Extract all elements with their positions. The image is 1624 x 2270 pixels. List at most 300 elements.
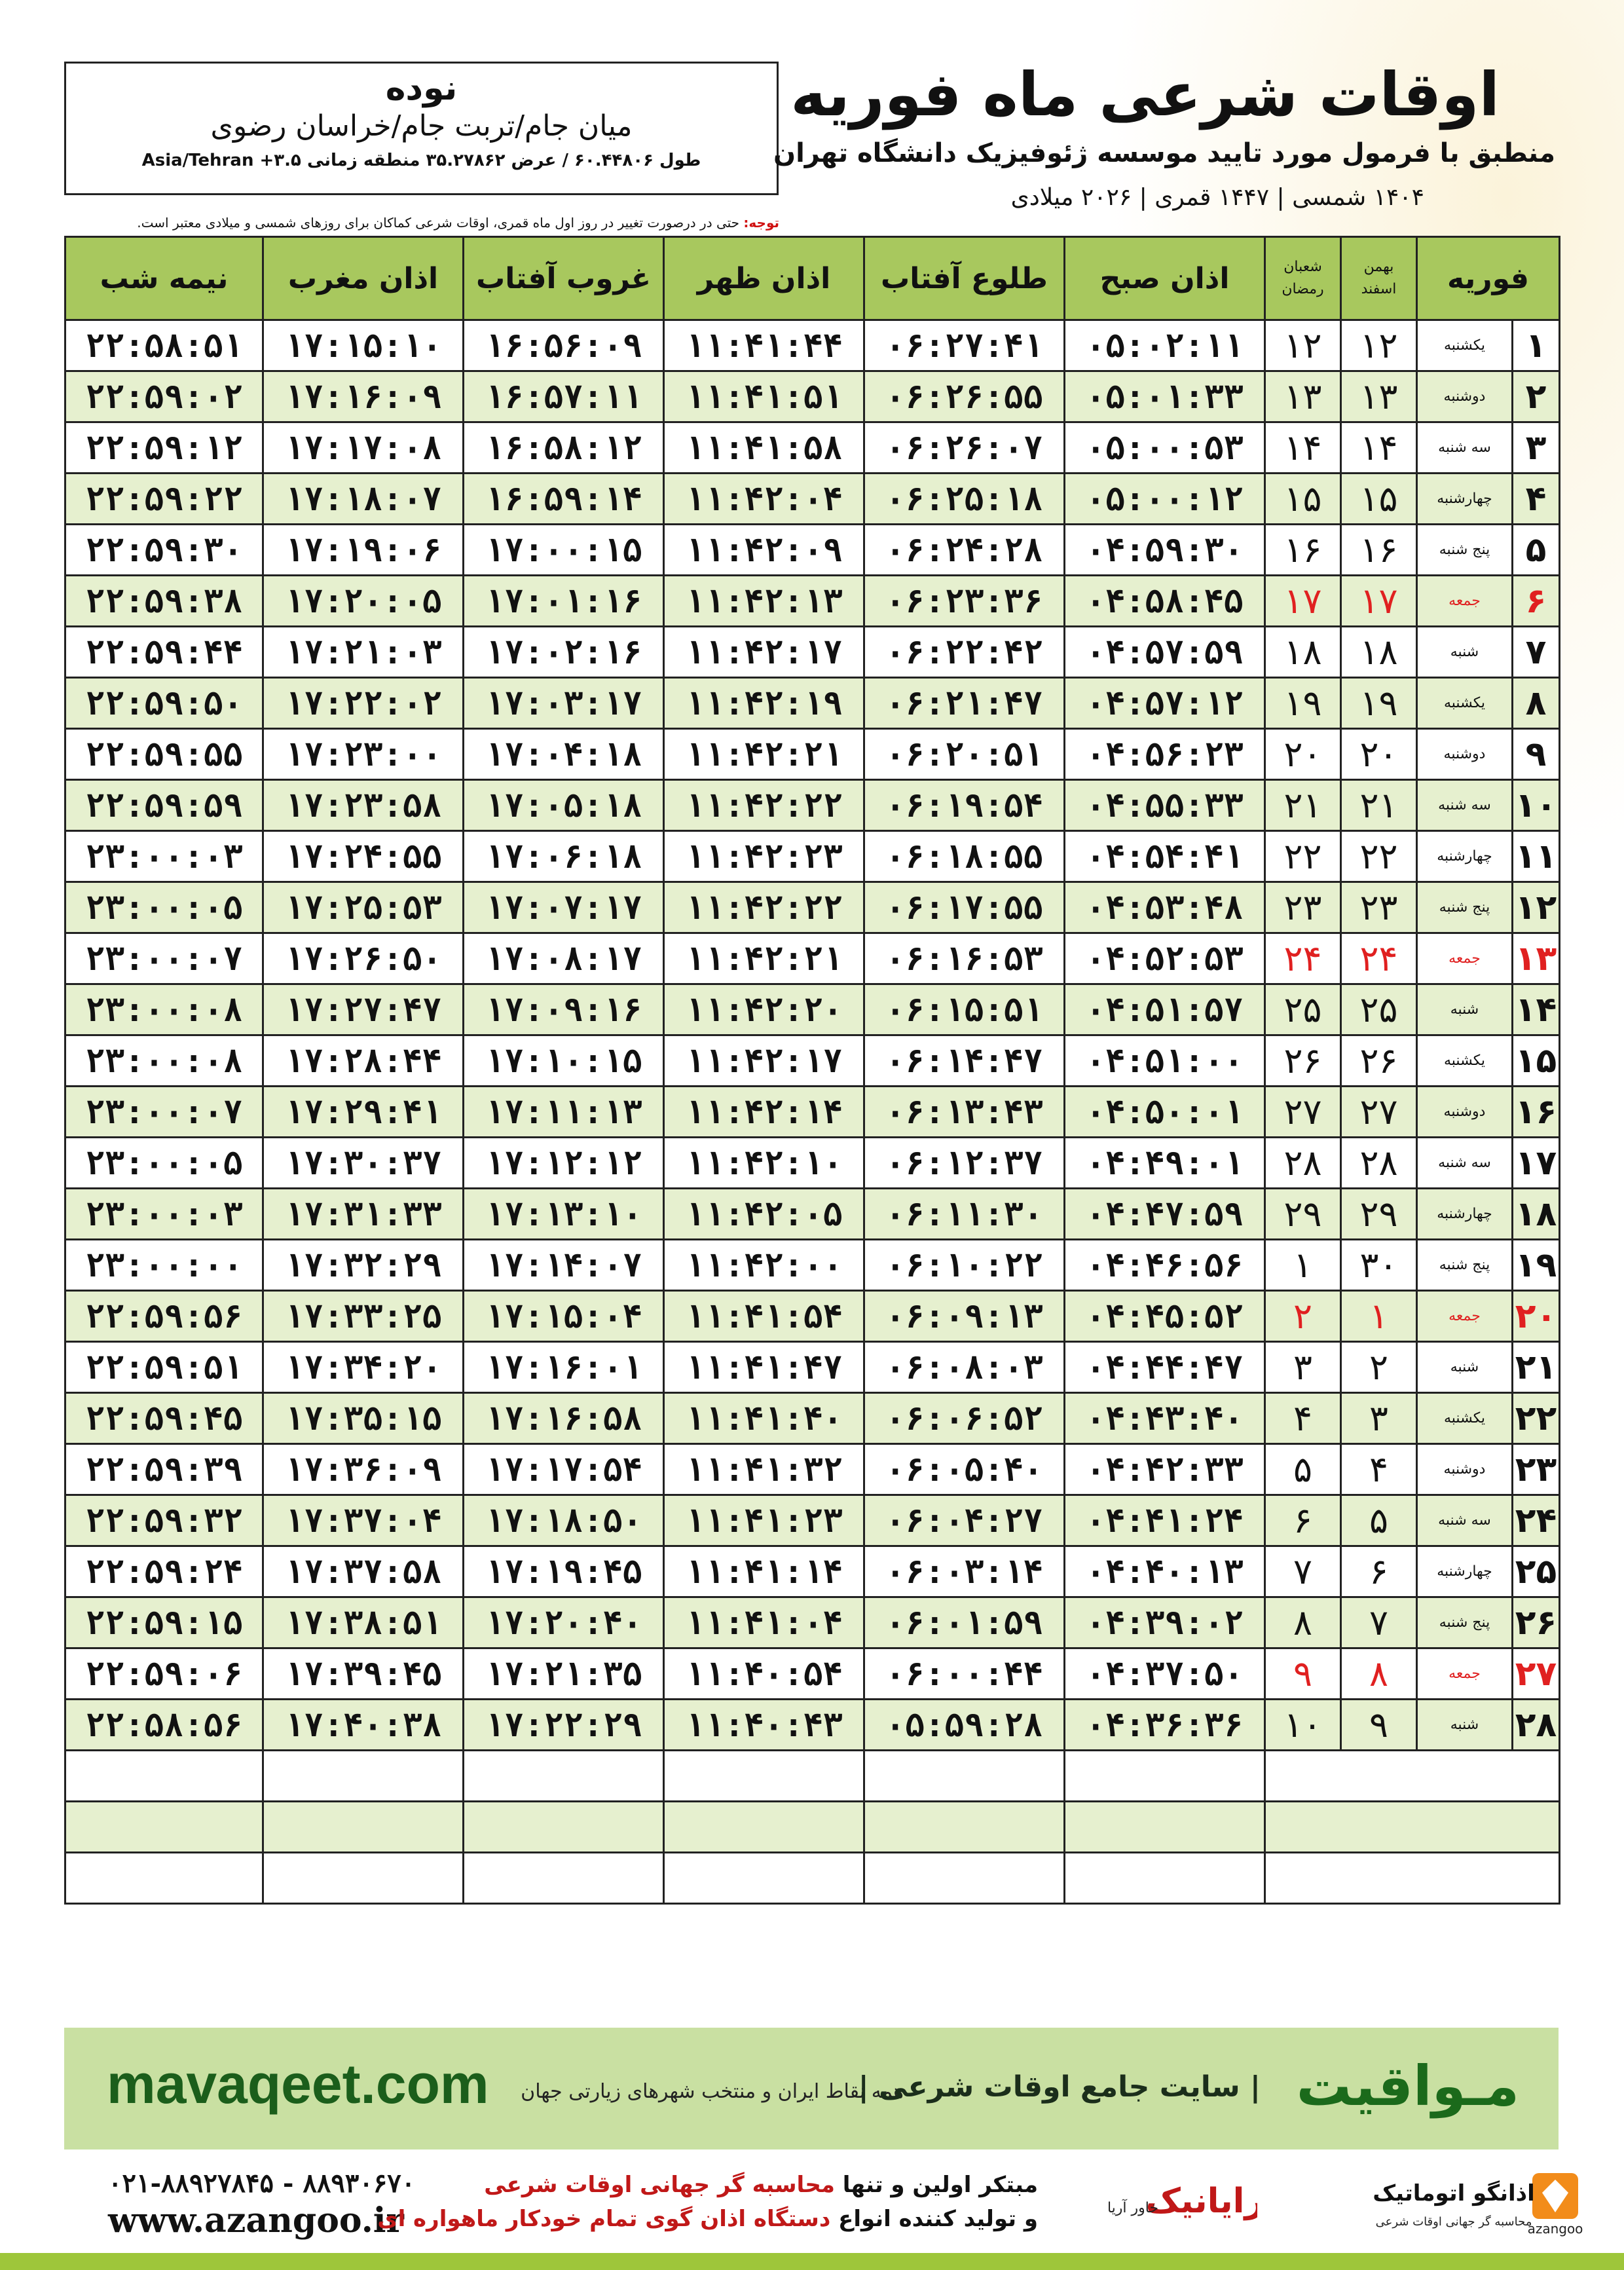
page-title: اوقات شرعی ماه فوریه	[790, 60, 1500, 130]
sunrise-time: ۰۶:۰۳:۱۴	[864, 1546, 1065, 1597]
dhuhr-time: ۱۱:۴۲:۱۹	[664, 678, 864, 729]
empty-cell	[65, 1751, 263, 1802]
banner-site-url[interactable]: mavaqeet.com	[107, 2053, 489, 2115]
maghrib-time: ۱۷:۲۳:۰۰	[263, 729, 464, 780]
maghrib-time: ۱۷:۳۳:۲۵	[263, 1291, 464, 1342]
sunrise-time: ۰۶:۲۴:۲۸	[864, 525, 1065, 576]
weekday: سه شنبه	[1417, 1495, 1513, 1546]
sunset-time: ۱۶:۵۶:۰۹	[464, 320, 664, 371]
maghrib-time: ۱۷:۳۰:۳۷	[263, 1138, 464, 1189]
weekday: سه شنبه	[1417, 780, 1513, 831]
day-number: ۷	[1513, 627, 1560, 678]
sunrise-time: ۰۶:۲۱:۴۷	[864, 678, 1065, 729]
weekday: چهارشنبه	[1417, 474, 1513, 525]
sunset-time: ۱۷:۰۴:۱۸	[464, 729, 664, 780]
hijri-day: ۳	[1265, 1342, 1341, 1393]
maghrib-time: ۱۷:۲۰:۰۵	[263, 576, 464, 627]
shamsi-day: ۲۲	[1341, 831, 1417, 882]
hijri-day: ۲۵	[1265, 984, 1341, 1035]
day-number: ۱	[1513, 320, 1560, 371]
table-row	[65, 882, 1560, 933]
sunrise-time: ۰۶:۲۵:۱۸	[864, 474, 1065, 525]
maghrib-time: ۱۷:۲۸:۴۴	[263, 1035, 464, 1087]
sunrise-time: ۰۶:۲۶:۵۵	[864, 371, 1065, 422]
midnight-time: ۲۲:۵۹:۵۹	[65, 780, 263, 831]
shamsi-day: ۹	[1341, 1700, 1417, 1751]
empty-row	[65, 1751, 1560, 1802]
table-row	[65, 1597, 1560, 1648]
dhuhr-time: ۱۱:۴۲:۲۳	[664, 831, 864, 882]
fajr-time: ۰۵:۰۰:۱۲	[1065, 474, 1265, 525]
maghrib-time: ۱۷:۱۸:۰۷	[263, 474, 464, 525]
dhuhr-time: ۱۱:۴۰:۵۴	[664, 1648, 864, 1700]
weekday: پنج شنبه	[1417, 882, 1513, 933]
dhuhr-time: ۱۱:۴۲:۱۴	[664, 1087, 864, 1138]
dhuhr-time: ۱۱:۴۱:۳۲	[664, 1444, 864, 1495]
weekday: یکشنبه	[1417, 678, 1513, 729]
weekday: پنج شنبه	[1417, 1597, 1513, 1648]
weekday: سه شنبه	[1417, 1138, 1513, 1189]
azangoo-logo-en: azangoo	[1527, 2221, 1583, 2237]
sunrise-time: ۰۶:۰۰:۴۴	[864, 1648, 1065, 1700]
midnight-time: ۲۲:۵۹:۳۰	[65, 525, 263, 576]
maghrib-time: ۱۷:۲۹:۴۱	[263, 1087, 464, 1138]
shamsi-day: ۱۲	[1341, 320, 1417, 371]
hijri-day: ۹	[1265, 1648, 1341, 1700]
table-row	[65, 780, 1560, 831]
empty-cell	[664, 1751, 864, 1802]
fajr-time: ۰۴:۵۰:۰۱	[1065, 1087, 1265, 1138]
dhuhr-time: ۱۱:۴۱:۲۳	[664, 1495, 864, 1546]
header-shamsi: بهمن اسفند	[1341, 237, 1417, 320]
day-number: ۹	[1513, 729, 1560, 780]
shamsi-day: ۲۶	[1341, 1035, 1417, 1087]
banner-slogan: | سایت جامع اوقات شرعی |	[858, 2070, 1261, 2104]
sunrise-time: ۰۶:۱۴:۴۷	[864, 1035, 1065, 1087]
midnight-time: ۲۲:۵۹:۰۶	[65, 1648, 263, 1700]
sunrise-time: ۰۶:۱۳:۴۳	[864, 1087, 1065, 1138]
fajr-time: ۰۴:۵۱:۰۰	[1065, 1035, 1265, 1087]
maghrib-time: ۱۷:۱۵:۱۰	[263, 320, 464, 371]
shamsi-day: ۲۸	[1341, 1138, 1417, 1189]
maghrib-time: ۱۷:۲۷:۴۷	[263, 984, 464, 1035]
table-row	[65, 422, 1560, 474]
empty-cell	[1065, 1802, 1265, 1853]
sunset-time: ۱۷:۱۰:۱۵	[464, 1035, 664, 1087]
midnight-time: ۲۳:۰۰:۰۵	[65, 882, 263, 933]
empty-cell	[1265, 1853, 1560, 1904]
fajr-time: ۰۴:۵۲:۵۳	[1065, 933, 1265, 984]
fajr-time: ۰۴:۵۸:۴۵	[1065, 576, 1265, 627]
hijri-day: ۲۷	[1265, 1087, 1341, 1138]
empty-cell	[464, 1751, 664, 1802]
shamsi-day: ۱۴	[1341, 422, 1417, 474]
hijri-day: ۱۲	[1265, 320, 1341, 371]
sunset-time: ۱۷:۱۳:۱۰	[464, 1189, 664, 1240]
empty-cell	[65, 1802, 263, 1853]
weekday: پنج شنبه	[1417, 1240, 1513, 1291]
page-subtitle: منطبق با فرمول مورد تایید موسسه ژئوفیزیک دانشگاه تهران	[773, 138, 1555, 168]
midnight-time: ۲۲:۵۹:۱۲	[65, 422, 263, 474]
fajr-time: ۰۴:۴۷:۵۹	[1065, 1189, 1265, 1240]
midnight-time: ۲۲:۵۹:۵۱	[65, 1342, 263, 1393]
sunset-time: ۱۷:۱۷:۵۴	[464, 1444, 664, 1495]
sunset-time: ۱۷:۰۸:۱۷	[464, 933, 664, 984]
shamsi-day: ۵	[1341, 1495, 1417, 1546]
dhuhr-time: ۱۱:۴۲:۰۰	[664, 1240, 864, 1291]
dhuhr-time: ۱۱:۴۲:۱۳	[664, 576, 864, 627]
table-row	[65, 1189, 1560, 1240]
midnight-time: ۲۲:۵۹:۵۰	[65, 678, 263, 729]
empty-cell	[1265, 1802, 1560, 1853]
empty-row	[65, 1802, 1560, 1853]
weekday: جمعه	[1417, 576, 1513, 627]
hijri-day: ۴	[1265, 1393, 1341, 1444]
sunrise-time: ۰۶:۱۱:۳۰	[864, 1189, 1065, 1240]
location-name: نوده	[385, 69, 458, 108]
hijri-day: ۱۸	[1265, 627, 1341, 678]
day-number: ۱۹	[1513, 1240, 1560, 1291]
dhuhr-time: ۱۱:۴۰:۴۳	[664, 1700, 864, 1751]
dhuhr-time: ۱۱:۴۱:۰۴	[664, 1597, 864, 1648]
header-fajr: اذان صبح	[1065, 237, 1265, 320]
shamsi-day: ۲۰	[1341, 729, 1417, 780]
empty-cell	[464, 1802, 664, 1853]
dhuhr-time: ۱۱:۴۱:۴۷	[664, 1342, 864, 1393]
hijri-day: ۱۴	[1265, 422, 1341, 474]
weekday: دوشنبه	[1417, 371, 1513, 422]
day-number: ۱۵	[1513, 1035, 1560, 1087]
midnight-time: ۲۲:۵۹:۵۵	[65, 729, 263, 780]
shamsi-day: ۱۸	[1341, 627, 1417, 678]
empty-cell	[664, 1802, 864, 1853]
empty-cell	[263, 1853, 464, 1904]
day-number: ۲۶	[1513, 1597, 1560, 1648]
fajr-time: ۰۴:۵۷:۱۲	[1065, 678, 1265, 729]
day-number: ۱۸	[1513, 1189, 1560, 1240]
maghrib-time: ۱۷:۱۷:۰۸	[263, 422, 464, 474]
midnight-time: ۲۲:۵۹:۳۸	[65, 576, 263, 627]
weekday: شنبه	[1417, 984, 1513, 1035]
sunset-time: ۱۷:۱۲:۱۲	[464, 1138, 664, 1189]
midnight-time: ۲۲:۵۹:۲۴	[65, 1546, 263, 1597]
fajr-time: ۰۴:۵۵:۳۳	[1065, 780, 1265, 831]
hijri-day: ۷	[1265, 1546, 1341, 1597]
empty-cell	[1065, 1853, 1265, 1904]
hijri-day: ۱۹	[1265, 678, 1341, 729]
dhuhr-time: ۱۱:۴۲:۲۲	[664, 882, 864, 933]
table-row	[65, 1138, 1560, 1189]
hijri-day: ۱۶	[1265, 525, 1341, 576]
sunset-time: ۱۷:۱۸:۵۰	[464, 1495, 664, 1546]
day-number: ۸	[1513, 678, 1560, 729]
maghrib-time: ۱۷:۳۹:۴۵	[263, 1648, 464, 1700]
empty-cell	[464, 1853, 664, 1904]
day-number: ۲۳	[1513, 1444, 1560, 1495]
table-row	[65, 1240, 1560, 1291]
sunset-time: ۱۷:۰۹:۱۶	[464, 984, 664, 1035]
dhuhr-time: ۱۱:۴۲:۲۲	[664, 780, 864, 831]
maghrib-time: ۱۷:۲۴:۵۵	[263, 831, 464, 882]
footer-website[interactable]: www.azangoo.ir	[108, 2201, 404, 2241]
midnight-time: ۲۳:۰۰:۰۳	[65, 831, 263, 882]
footer-line1a: مبتکر اولین و تنها	[834, 2172, 1038, 2198]
note-label: توجه:	[743, 215, 779, 231]
hijri-day: ۵	[1265, 1444, 1341, 1495]
fajr-time: ۰۵:۰۲:۱۱	[1065, 320, 1265, 371]
empty-cell	[263, 1751, 464, 1802]
fajr-time: ۰۴:۵۳:۴۸	[1065, 882, 1265, 933]
midnight-time: ۲۲:۵۹:۴۵	[65, 1393, 263, 1444]
midnight-time: ۲۲:۵۹:۲۲	[65, 474, 263, 525]
dhuhr-time: ۱۱:۴۲:۲۱	[664, 933, 864, 984]
sunset-time: ۱۷:۰۱:۱۶	[464, 576, 664, 627]
fajr-time: ۰۴:۳۶:۳۶	[1065, 1700, 1265, 1751]
fajr-time: ۰۴:۵۶:۲۳	[1065, 729, 1265, 780]
note	[137, 215, 779, 231]
dhuhr-time: ۱۱:۴۲:۱۷	[664, 1035, 864, 1087]
shamsi-day: ۸	[1341, 1648, 1417, 1700]
sunrise-time: ۰۶:۱۷:۵۵	[864, 882, 1065, 933]
table-row	[65, 1087, 1560, 1138]
sunset-time: ۱۷:۲۰:۴۰	[464, 1597, 664, 1648]
maghrib-time: ۱۷:۱۶:۰۹	[263, 371, 464, 422]
shamsi-day: ۳	[1341, 1393, 1417, 1444]
fajr-time: ۰۴:۵۴:۴۱	[1065, 831, 1265, 882]
sunset-time: ۱۷:۰۳:۱۷	[464, 678, 664, 729]
location-coords: طول ۶۰.۴۴۸۰۶ / عرض ۳۵.۲۷۸۶۲ منطقه زمانی ۳.۵+ Asia/Tehran	[141, 151, 701, 170]
table-row	[65, 831, 1560, 882]
header-sunset: غروب آفتاب	[464, 237, 664, 320]
sunset-time: ۱۷:۱۶:۰۱	[464, 1342, 664, 1393]
shamsi-day: ۱۵	[1341, 474, 1417, 525]
midnight-time: ۲۳:۰۰:۰۳	[65, 1189, 263, 1240]
header-month: فوریه	[1417, 237, 1560, 320]
fajr-time: ۰۴:۳۹:۰۲	[1065, 1597, 1265, 1648]
hijri-day: ۲۲	[1265, 831, 1341, 882]
maghrib-time: ۱۷:۲۱:۰۳	[263, 627, 464, 678]
fajr-time: ۰۵:۰۱:۳۳	[1065, 371, 1265, 422]
dhuhr-time: ۱۱:۴۱:۱۴	[664, 1546, 864, 1597]
table-row	[65, 1444, 1560, 1495]
table-row	[65, 933, 1560, 984]
table-row	[65, 729, 1560, 780]
header-hijri: شعبان رمضان	[1265, 237, 1341, 320]
hijri-day: ۱۵	[1265, 474, 1341, 525]
sunset-time: ۱۷:۰۵:۱۸	[464, 780, 664, 831]
bottom-bar	[0, 2253, 1624, 2270]
sunrise-time: ۰۶:۰۴:۲۷	[864, 1495, 1065, 1546]
table-row	[65, 1700, 1560, 1751]
fajr-time: ۰۴:۴۶:۵۶	[1065, 1240, 1265, 1291]
shamsi-day: ۶	[1341, 1546, 1417, 1597]
day-number: ۱۳	[1513, 933, 1560, 984]
fajr-time: ۰۴:۵۱:۵۷	[1065, 984, 1265, 1035]
fajr-time: ۰۴:۳۷:۵۰	[1065, 1648, 1265, 1700]
dhuhr-time: ۱۱:۴۲:۱۰	[664, 1138, 864, 1189]
table-row	[65, 1495, 1560, 1546]
table-row	[65, 678, 1560, 729]
sunset-time: ۱۷:۱۹:۴۵	[464, 1546, 664, 1597]
hijri-day: ۲	[1265, 1291, 1341, 1342]
day-number: ۱۱	[1513, 831, 1560, 882]
maghrib-time: ۱۷:۲۶:۵۰	[263, 933, 464, 984]
weekday: چهارشنبه	[1417, 1189, 1513, 1240]
dhuhr-time: ۱۱:۴۲:۲۱	[664, 729, 864, 780]
day-number: ۳	[1513, 422, 1560, 474]
shamsi-day: ۲۷	[1341, 1087, 1417, 1138]
table-row	[65, 525, 1560, 576]
sunrise-time: ۰۶:۰۸:۰۳	[864, 1342, 1065, 1393]
shamsi-day: ۴	[1341, 1444, 1417, 1495]
sunset-time: ۱۷:۲۱:۳۵	[464, 1648, 664, 1700]
empty-row	[65, 1853, 1560, 1904]
maghrib-time: ۱۷:۱۹:۰۶	[263, 525, 464, 576]
table-row	[65, 1648, 1560, 1700]
empty-cell	[664, 1853, 864, 1904]
shamsi-day: ۷	[1341, 1597, 1417, 1648]
weekday: چهارشنبه	[1417, 1546, 1513, 1597]
rayanik-logo-sub: خاور آریا	[1107, 2200, 1159, 2216]
weekday: دوشنبه	[1417, 1087, 1513, 1138]
page-dates: ۱۴۰۴ شمسی | ۱۴۴۷ قمری | ۲۰۲۶ میلادی	[1010, 184, 1424, 211]
day-number: ۶	[1513, 576, 1560, 627]
table-row	[65, 1035, 1560, 1087]
maghrib-time: ۱۷:۳۱:۳۳	[263, 1189, 464, 1240]
day-number: ۱۲	[1513, 882, 1560, 933]
shamsi-day: ۳۰	[1341, 1240, 1417, 1291]
sunrise-time: ۰۶:۲۷:۴۱	[864, 320, 1065, 371]
fajr-time: ۰۴:۴۹:۰۱	[1065, 1138, 1265, 1189]
midnight-time: ۲۲:۵۹:۳۹	[65, 1444, 263, 1495]
weekday: جمعه	[1417, 1648, 1513, 1700]
hijri-day: ۱۰	[1265, 1700, 1341, 1751]
footer-text	[377, 2168, 1038, 2236]
weekday: یکشنبه	[1417, 320, 1513, 371]
maghrib-time: ۱۷:۳۸:۵۱	[263, 1597, 464, 1648]
weekday: جمعه	[1417, 933, 1513, 984]
location-box	[64, 62, 779, 195]
sunrise-time: ۰۶:۲۶:۰۷	[864, 422, 1065, 474]
header-sunrise: طلوع آفتاب	[864, 237, 1065, 320]
midnight-time: ۲۳:۰۰:۰۰	[65, 1240, 263, 1291]
sunrise-time: ۰۶:۰۱:۵۹	[864, 1597, 1065, 1648]
sunset-time: ۱۷:۰۰:۱۵	[464, 525, 664, 576]
sunset-time: ۱۶:۵۷:۱۱	[464, 371, 664, 422]
weekday: چهارشنبه	[1417, 831, 1513, 882]
hijri-day: ۸	[1265, 1597, 1341, 1648]
hijri-day: ۶	[1265, 1495, 1341, 1546]
hijri-day: ۲۳	[1265, 882, 1341, 933]
sunrise-time: ۰۶:۲۰:۵۱	[864, 729, 1065, 780]
table-row	[65, 1291, 1560, 1342]
midnight-time: ۲۲:۵۸:۵۱	[65, 320, 263, 371]
day-number: ۲۱	[1513, 1342, 1560, 1393]
hijri-day: ۲۰	[1265, 729, 1341, 780]
shamsi-day: ۱	[1341, 1291, 1417, 1342]
shamsi-day: ۲۳	[1341, 882, 1417, 933]
sunset-time: ۱۶:۵۹:۱۴	[464, 474, 664, 525]
table-row	[65, 984, 1560, 1035]
note-text: حتی در درصورت تغییر در روز اول ماه قمری، اوقات شرعی کماکان برای روزهای شمسی و میلادی معتبر است.	[137, 215, 740, 231]
banner-description: همه نقاط ایران و منتخب شهرهای زیارتی جهان	[521, 2080, 904, 2103]
day-number: ۲۲	[1513, 1393, 1560, 1444]
weekday: شنبه	[1417, 1342, 1513, 1393]
day-number: ۲۸	[1513, 1700, 1560, 1751]
sunset-time: ۱۷:۱۵:۰۴	[464, 1291, 664, 1342]
maghrib-time: ۱۷:۴۰:۳۸	[263, 1700, 464, 1751]
empty-cell	[1265, 1751, 1560, 1802]
empty-cell	[65, 1853, 263, 1904]
day-number: ۲۷	[1513, 1648, 1560, 1700]
fajr-time: ۰۴:۴۲:۳۳	[1065, 1444, 1265, 1495]
day-number: ۴	[1513, 474, 1560, 525]
hijri-day: ۲۸	[1265, 1138, 1341, 1189]
shamsi-day: ۱۳	[1341, 371, 1417, 422]
sunrise-time: ۰۶:۰۶:۵۲	[864, 1393, 1065, 1444]
table-row	[65, 474, 1560, 525]
table-row	[65, 1546, 1560, 1597]
maghrib-time: ۱۷:۳۲:۲۹	[263, 1240, 464, 1291]
day-number: ۵	[1513, 525, 1560, 576]
dhuhr-time: ۱۱:۴۲:۰۵	[664, 1189, 864, 1240]
fajr-time: ۰۵:۰۰:۵۳	[1065, 422, 1265, 474]
empty-cell	[864, 1802, 1065, 1853]
shamsi-day: ۲۹	[1341, 1189, 1417, 1240]
dhuhr-time: ۱۱:۴۲:۱۷	[664, 627, 864, 678]
sunset-time: ۱۷:۱۴:۰۷	[464, 1240, 664, 1291]
midnight-time: ۲۳:۰۰:۰۸	[65, 1035, 263, 1087]
midnight-time: ۲۲:۵۸:۵۶	[65, 1700, 263, 1751]
sunrise-time: ۰۶:۰۵:۴۰	[864, 1444, 1065, 1495]
sunrise-time: ۰۶:۱۸:۵۵	[864, 831, 1065, 882]
hijri-day: ۱	[1265, 1240, 1341, 1291]
midnight-time: ۲۲:۵۹:۰۲	[65, 371, 263, 422]
sunrise-time: ۰۶:۲۳:۳۶	[864, 576, 1065, 627]
shamsi-day: ۱۶	[1341, 525, 1417, 576]
shamsi-day: ۲۱	[1341, 780, 1417, 831]
table-row	[65, 371, 1560, 422]
sunset-time: ۱۷:۰۲:۱۶	[464, 627, 664, 678]
day-number: ۱۴	[1513, 984, 1560, 1035]
empty-cell	[1065, 1751, 1265, 1802]
weekday: پنج شنبه	[1417, 525, 1513, 576]
fajr-time: ۰۴:۵۹:۳۰	[1065, 525, 1265, 576]
shamsi-day: ۱۹	[1341, 678, 1417, 729]
fajr-time: ۰۴:۴۵:۵۲	[1065, 1291, 1265, 1342]
fajr-time: ۰۴:۴۰:۱۳	[1065, 1546, 1265, 1597]
maghrib-time: ۱۷:۳۴:۲۰	[263, 1342, 464, 1393]
sunrise-time: ۰۶:۱۹:۵۴	[864, 780, 1065, 831]
hijri-day: ۱۳	[1265, 371, 1341, 422]
sunset-time: ۱۷:۱۶:۵۸	[464, 1393, 664, 1444]
day-number: ۲۰	[1513, 1291, 1560, 1342]
sunrise-time: ۰۶:۲۲:۴۲	[864, 627, 1065, 678]
hijri-day: ۲۱	[1265, 780, 1341, 831]
header-dhuhr: اذان ظهر	[664, 237, 864, 320]
midnight-time: ۲۳:۰۰:۰۵	[65, 1138, 263, 1189]
sunrise-time: ۰۶:۱۲:۳۷	[864, 1138, 1065, 1189]
dhuhr-time: ۱۱:۴۲:۲۰	[664, 984, 864, 1035]
empty-cell	[864, 1751, 1065, 1802]
midnight-time: ۲۲:۵۹:۳۲	[65, 1495, 263, 1546]
fajr-time: ۰۴:۴۴:۴۷	[1065, 1342, 1265, 1393]
dhuhr-time: ۱۱:۴۱:۵۱	[664, 371, 864, 422]
table-body	[65, 320, 1560, 1904]
dhuhr-time: ۱۱:۴۱:۴۴	[664, 320, 864, 371]
sunset-time: ۱۷:۰۷:۱۷	[464, 882, 664, 933]
website-banner	[64, 2028, 1559, 2149]
